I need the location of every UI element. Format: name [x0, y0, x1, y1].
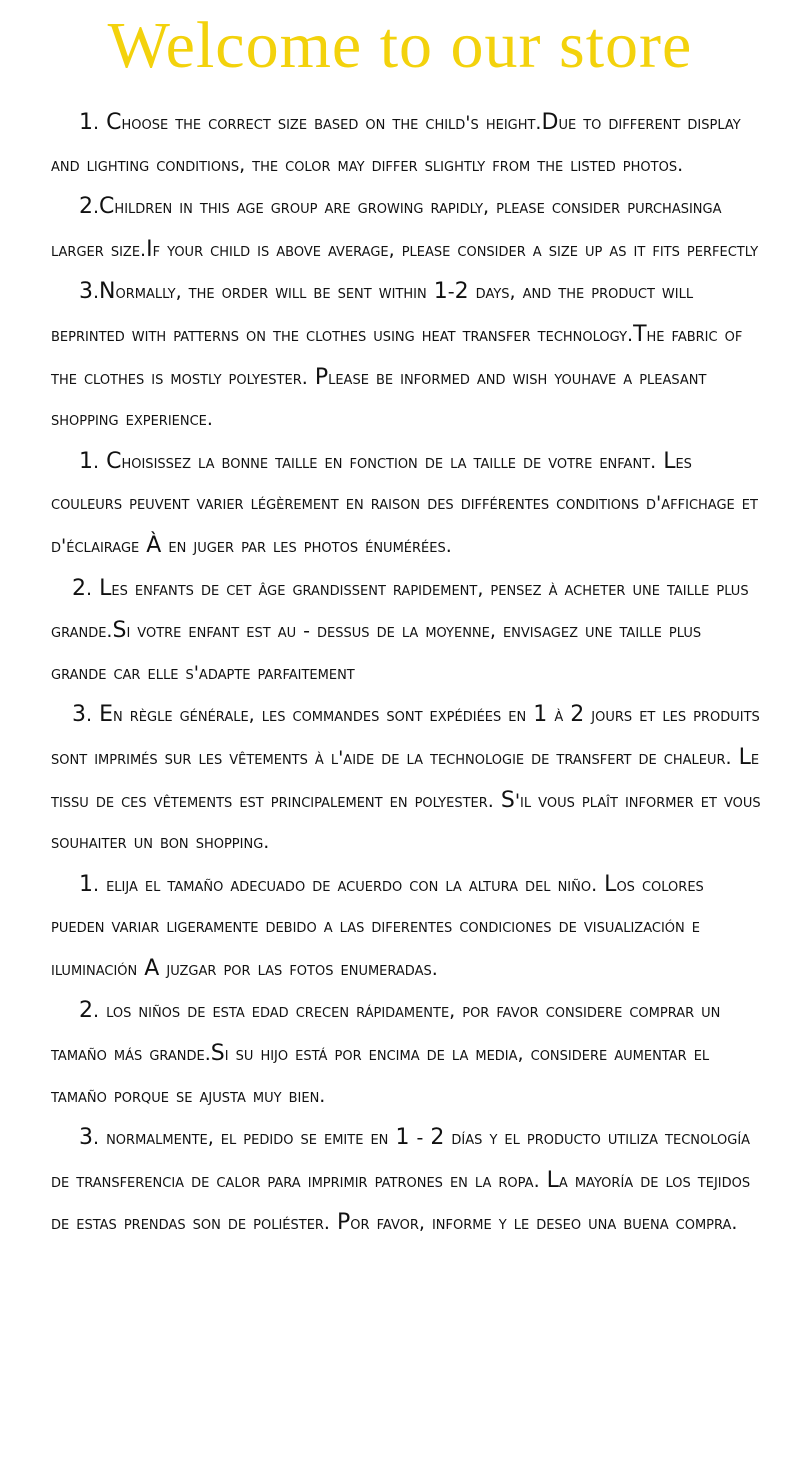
- notice-es-larger-size: 2. los niños de esta edad crecen rápidamente, por favor considere comprar un tamaño más grande.Si su hijo está por encima de la media, considere aumentar el tamaño porque se ajusta muy bien.: [51, 998, 721, 1107]
- notice-en-shipping-fabric: 3.Normally, the order will be sent within 1-2 days, and the product will beprinted with patterns on the clothes using heat transfer technology.The fabric of the clothes is mostly polyester. Please be informed and wish youhave a pleasant shopping experience.: [51, 279, 743, 431]
- notice-body: [51, 102, 761, 1245]
- notice-fr-shipping-fabric: 3. En règle générale, les commandes sont expédiées en 1 à 2 jours et les produits sont imprimés sur les vêtements à l'aide de la technologie de transfert de chaleur. Le tissu de ces vêtements est principalement en polyester. S'il vous plaît informer et vous souhaiter un bon shopping.: [51, 702, 761, 854]
- notice-fr-larger-size: 2. Les enfants de cet âge grandissent rapidement, pensez à acheter une taille plus grande.Si votre enfant est au - dessus de la moyenne, envisagez une taille plus grande car elle s'adapte parfaitement: [51, 575, 749, 684]
- notice-es-size-choice: 1. elija el tamaño adecuado de acuerdo con la altura del niño. Los colores pueden variar ligeramente debido a las diferentes condiciones de visualización e iluminación A juzgar por las fotos enumeradas.: [51, 871, 704, 981]
- store-welcome-title: Welcome to our store: [107, 9, 693, 82]
- notice-en-larger-size: 2.Children in this age group are growing rapidly, please consider purchasinga larger size.If your child is above average, please consider a size up as it fits perfectly: [51, 194, 759, 262]
- notice-fr-size-choice: 1. Choisissez la bonne taille en fonction de la taille de votre enfant. Les couleurs peuvent varier légèrement en raison des différentes conditions d'affichage et d'éclairage À en juger par les photos énumérées.: [51, 448, 758, 558]
- notice-es-shipping-fabric: 3. normalmente, el pedido se emite en 1 - 2 días y el producto utiliza tecnología de transferencia de calor para imprimir patrones en la ropa. La mayoría de los tejidos de estas prendas son de poliéster. Por favor, informe y le deseo una buena compra.: [51, 1125, 751, 1236]
- notice-en-size-choice: 1. Choose the correct size based on the child's height.Due to different display and lighting conditions, the color may differ slightly from the listed photos.: [51, 110, 741, 176]
